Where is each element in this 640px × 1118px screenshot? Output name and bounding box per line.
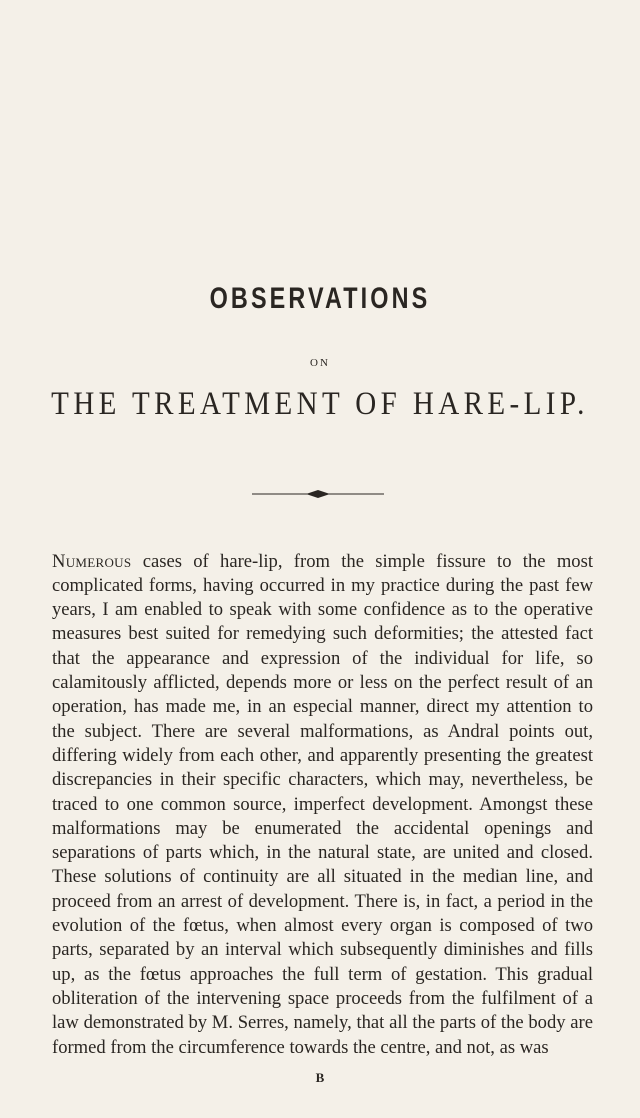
body-paragraph <box>52 550 593 1060</box>
signature-mark: B <box>315 1070 325 1085</box>
title-connector: ON <box>310 357 330 369</box>
page-title: OBSERVATIONS <box>209 282 431 315</box>
paragraph-text: cases of hare-lip, from the simple fissure to the most complicated forms, having occurred in my practice during the past few years, I am enabled to speak with some confidence as to the operative measures best suited for remedying such deformities; the attested fact that the appearance and expression of the individual for life, so calamitously afflicted, depends more or less on the perfect result of an operation, has made me, in an especial manner, direct my attention to the subject. There are several malformations, as Andral points out, differing widely from each other, and apparently presenting the greatest discrepancies in their specific characters, which may, nevertheless, be traced to one common source, imperfect development. Amongst these malformations may be enumerated the accidental openings and separations of parts which, in the natural state, are united and closed. These solutions of continuity are all situated in the median line, and proceed from an arrest of development. There is, in fact, a period in the evolution of the fœtus, when almost every organ is composed of two parts, separated by an interval which subsequently diminishes and fills up, as the fœtus approaches the full term of gestation. This gradual obliteration of the intervening space proceeds from the fulfilment of a law demonstrated by M. Serres, namely, that all the parts of the body are formed from the circumference towards the centre, and not, as was <box>52 550 593 1058</box>
ornamental-rule <box>252 489 384 499</box>
page-subtitle: THE TREATMENT OF HARE-LIP. <box>51 386 589 422</box>
diamond-rule-icon <box>252 489 384 499</box>
lead-word: Numerous <box>52 550 132 572</box>
